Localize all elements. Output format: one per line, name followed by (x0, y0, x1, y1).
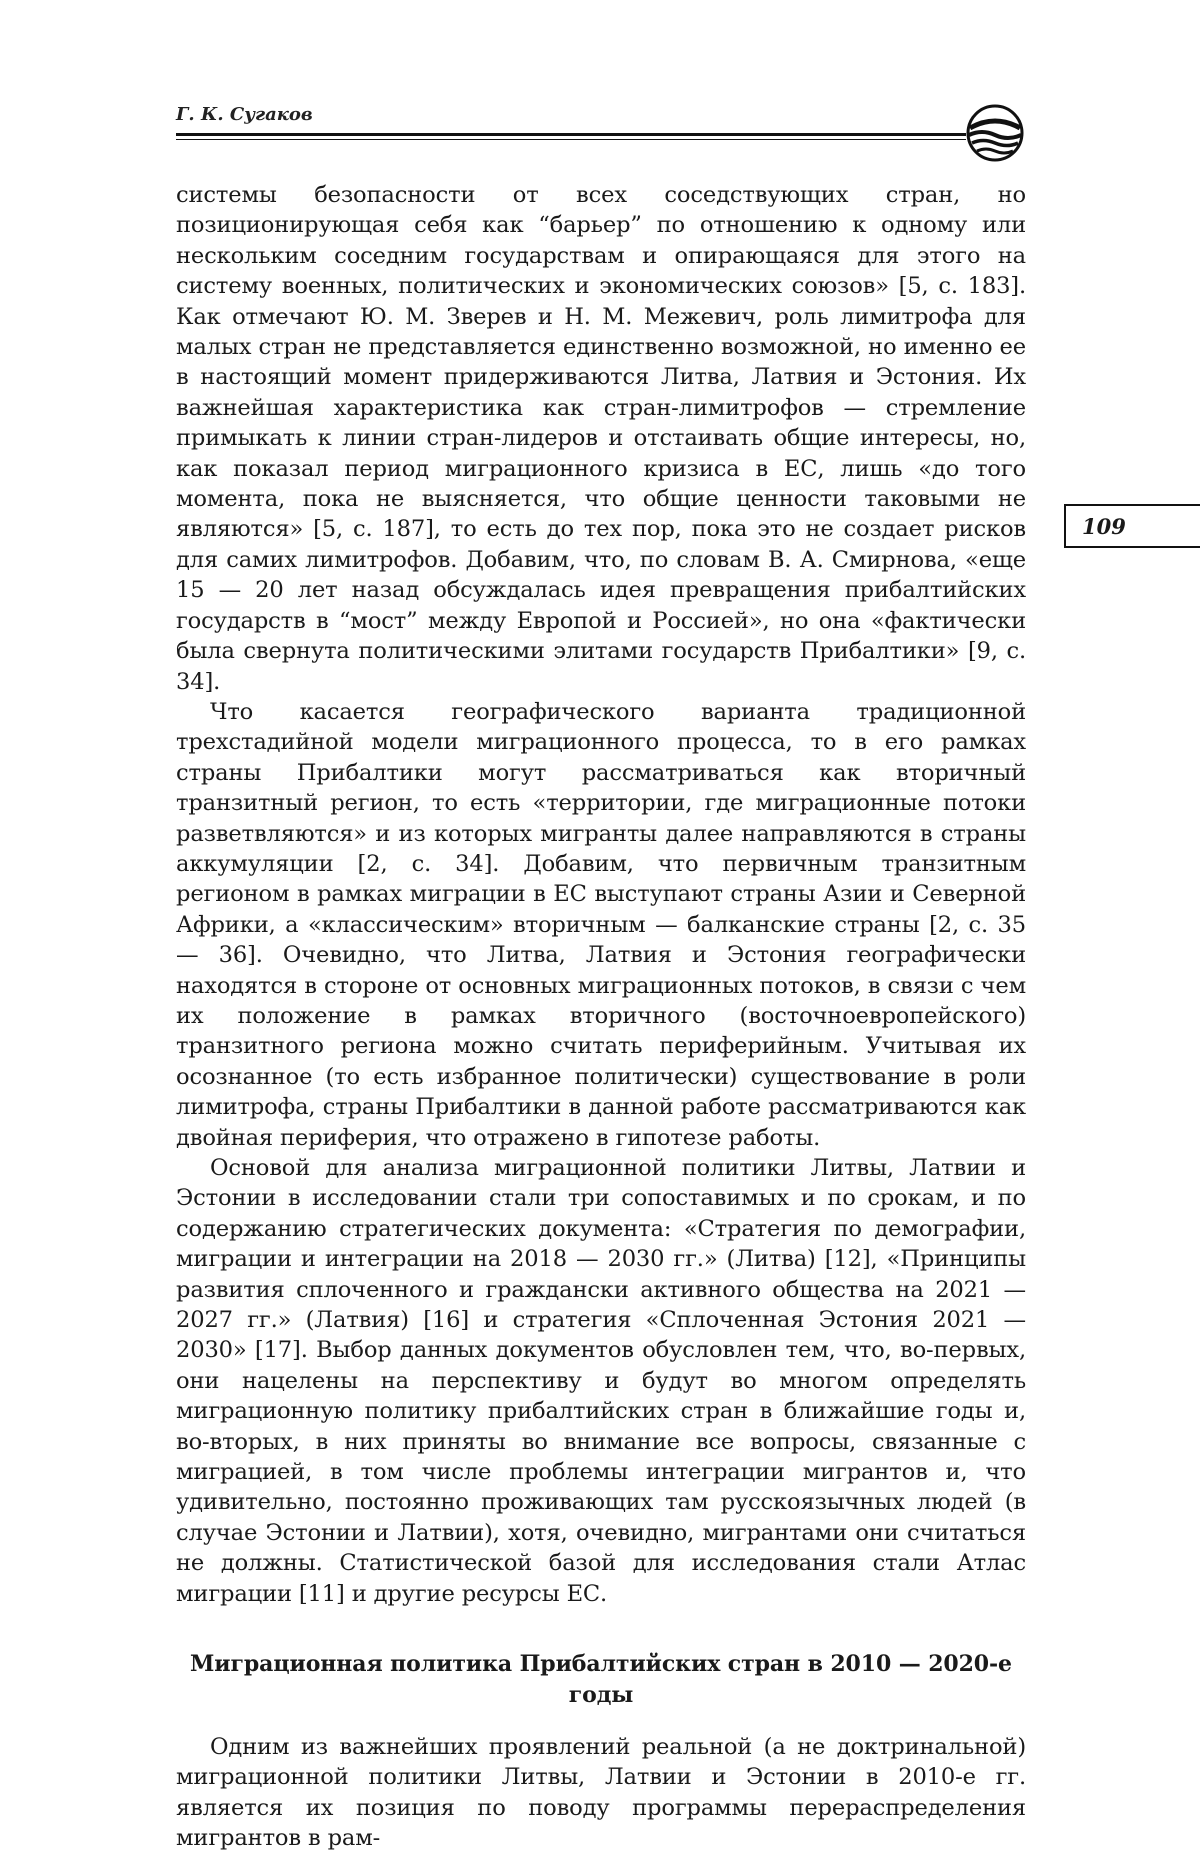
page-number-box (1064, 504, 1200, 548)
paragraph-2: Что касается географического варианта традиционной трехстадийной модели миграционного процесса, то в его рамках страны Прибалтики могут рассматриваться как вторичный транзитный регион, то есть «территории, где миграционные потоки разветвляются» и из которых мигранты далее направляются в страны аккумуляции [2, с. 34]. Добавим, что первичным транзитным регионом в рамках миграции в ЕС выступают страны Азии и Северной Африки, а «классическим» вторичным — балканские страны [2, с. 35 — 36]. Очевидно, что Литва, Латвия и Эстония географически находятся в стороне от основных миграционных потоков, в связи с чем их положение в рамках вторичного (восточноевропейского) транзитного региона можно считать периферийным. Учитывая их осознанное (то есть избранное политически) существование в роли лимитрофа, страны Прибалтики в данной работе рассматриваются как двойная периферия, что отражено в гипотезе работы. (176, 698, 1026, 1151)
paragraph-1: системы безопасности от всех соседствующих стран, но позиционирующая себя как “барьер” по отношению к одному или нескольким соседним государствам и опирающаяся для этого на систему военных, политических и экономических союзов» [5, с. 183]. Как отмечают Ю. М. Зверев и Н. М. Межевич, роль лимитрофа для малых стран не представляется единственно возможной, но именно ее в настоящий момент придерживаются Литва, Латвия и Эстония. Их важнейшая характеристика как стран-лимитрофов — стремление примыкать к линии стран-лидеров и отстаивать общие интересы, но, как показал период миграционного кризиса в ЕС, лишь «до того момента, пока не выясняется, что общие ценности таковыми не являются» [5, с. 187], то есть до тех пор, пока это не создает рисков для самих лимитрофов. Добавим, что, по словам В. А. Смирнова, «еще 15 — 20 лет назад обсуждалась идея превращения прибалтийских государств в “мост” между Европой и Россией», но она «фактически была свернута политическими элитами государств Прибалтики» [9, с. 34]. (176, 182, 1026, 695)
paragraph-4: Одним из важнейших проявлений реальной (а не доктринальной) миграционной политики Литвы, Латвии и Эстонии в 2010-е гг. является их позиция по поводу программы перераспределения мигрантов в рам- (176, 1733, 1026, 1852)
header-rule-thick (176, 133, 966, 136)
running-head-author: Г. К. Сугаков (176, 104, 313, 125)
article-body (176, 180, 1026, 1854)
section-heading: Миграционная политика Прибалтийских стран в 2010 — 2020-е годы (190, 1651, 1012, 1708)
page-number: 109 (1082, 514, 1126, 539)
paragraph-3: Основой для анализа миграционной политики Литвы, Латвии и Эстонии в исследовании стали три сопоставимых и по срокам, и по содержанию стратегических документа: «Стратегия по демографии, миграции и интеграции на 2018 — 2030 гг.» (Литва) [12], «Принципы развития сплоченного и граждански активного общества на 2021 — 2027 гг.» (Латвия) [16] и стратегия «Сплоченная Эстония 2021 — 2030» [17]. Выбор данных документов обусловлен тем, что, во-первых, они нацелены на перспективу и будут во многом определять миграционную политику прибалтийских стран в ближайшие годы и, во-вторых, в них приняты во внимание все вопросы, связанные с миграцией, в том числе проблемы интеграции мигрантов и, что удивительно, постоянно проживающих там русскоязычных людей (в случае Эстонии и Латвии), хотя, очевидно, мигрантами они считаться не должны. Статистической базой для исследования стали Атлас миграции [11] и другие ресурсы ЕС. (176, 1155, 1026, 1607)
header-rule-thin (176, 139, 966, 140)
journal-logo-icon (964, 102, 1026, 164)
